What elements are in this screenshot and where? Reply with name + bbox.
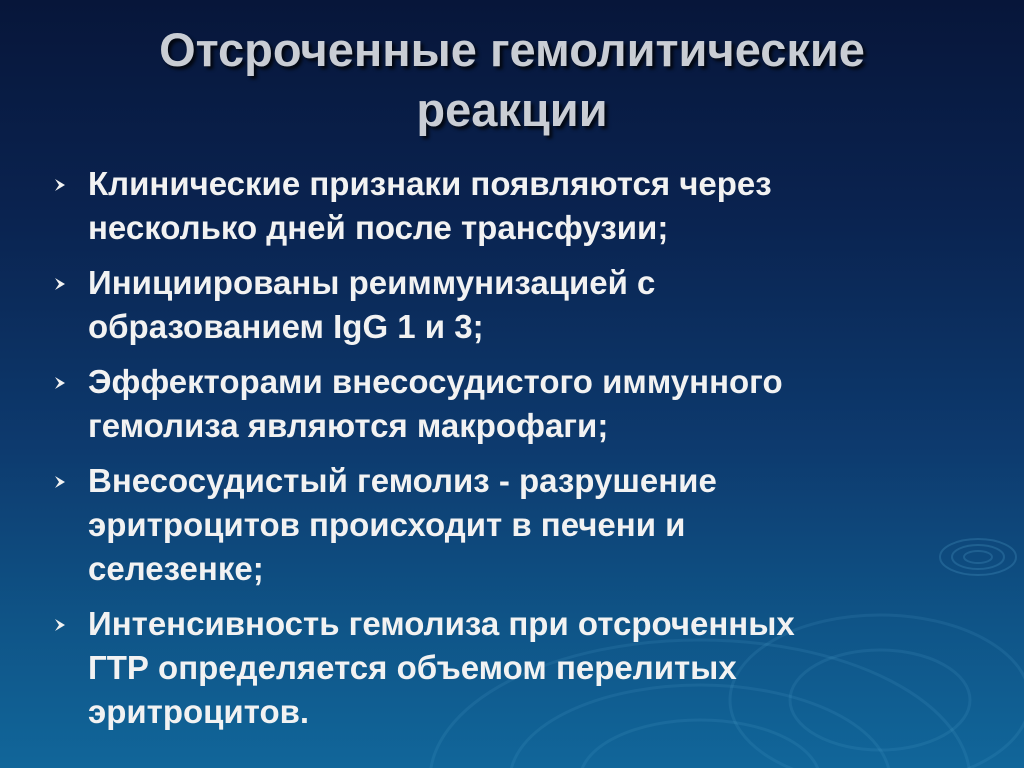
title-line-2: реакции <box>416 83 608 136</box>
title-line-1: Отсроченные гемолитические <box>159 23 865 76</box>
bullet-item <box>48 261 988 349</box>
slide-title <box>40 20 984 140</box>
bullet-item <box>48 602 988 734</box>
bullet-item <box>48 360 988 448</box>
bullet-text-line: несколько дней после трансфузии; <box>88 209 669 246</box>
bullet-text-line: Клинические признаки появляются через <box>88 165 772 202</box>
bullet-text-line: Интенсивность гемолиза при отсроченных <box>88 605 795 642</box>
bullet-text-line: ГТР определяется объемом перелитых <box>88 649 737 686</box>
arrowhead-bullet-icon <box>52 474 68 490</box>
bullet-text-line: гемолиза являются макрофаги; <box>88 407 609 444</box>
bullet-text-line: Внесосудистый гемолиз - разрушение <box>88 462 717 499</box>
bullet-text-line: образованием IgG 1 и 3; <box>88 308 484 345</box>
bullet-text-line: эритроцитов происходит в печени и <box>88 506 686 543</box>
bullet-text-line: селезенке; <box>88 550 264 587</box>
bullet-item <box>48 162 988 250</box>
arrowhead-bullet-icon <box>52 375 68 391</box>
bullet-item <box>48 459 988 591</box>
arrowhead-bullet-icon <box>52 617 68 633</box>
bullet-text-line: Инициированы реиммунизацией с <box>88 264 656 301</box>
arrowhead-bullet-icon <box>52 177 68 193</box>
arrowhead-bullet-icon <box>52 276 68 292</box>
bullet-text-line: эритроцитов. <box>88 693 310 730</box>
bullet-list <box>48 162 988 745</box>
bullet-text-line: Эффекторами внесосудистого иммунного <box>88 363 783 400</box>
